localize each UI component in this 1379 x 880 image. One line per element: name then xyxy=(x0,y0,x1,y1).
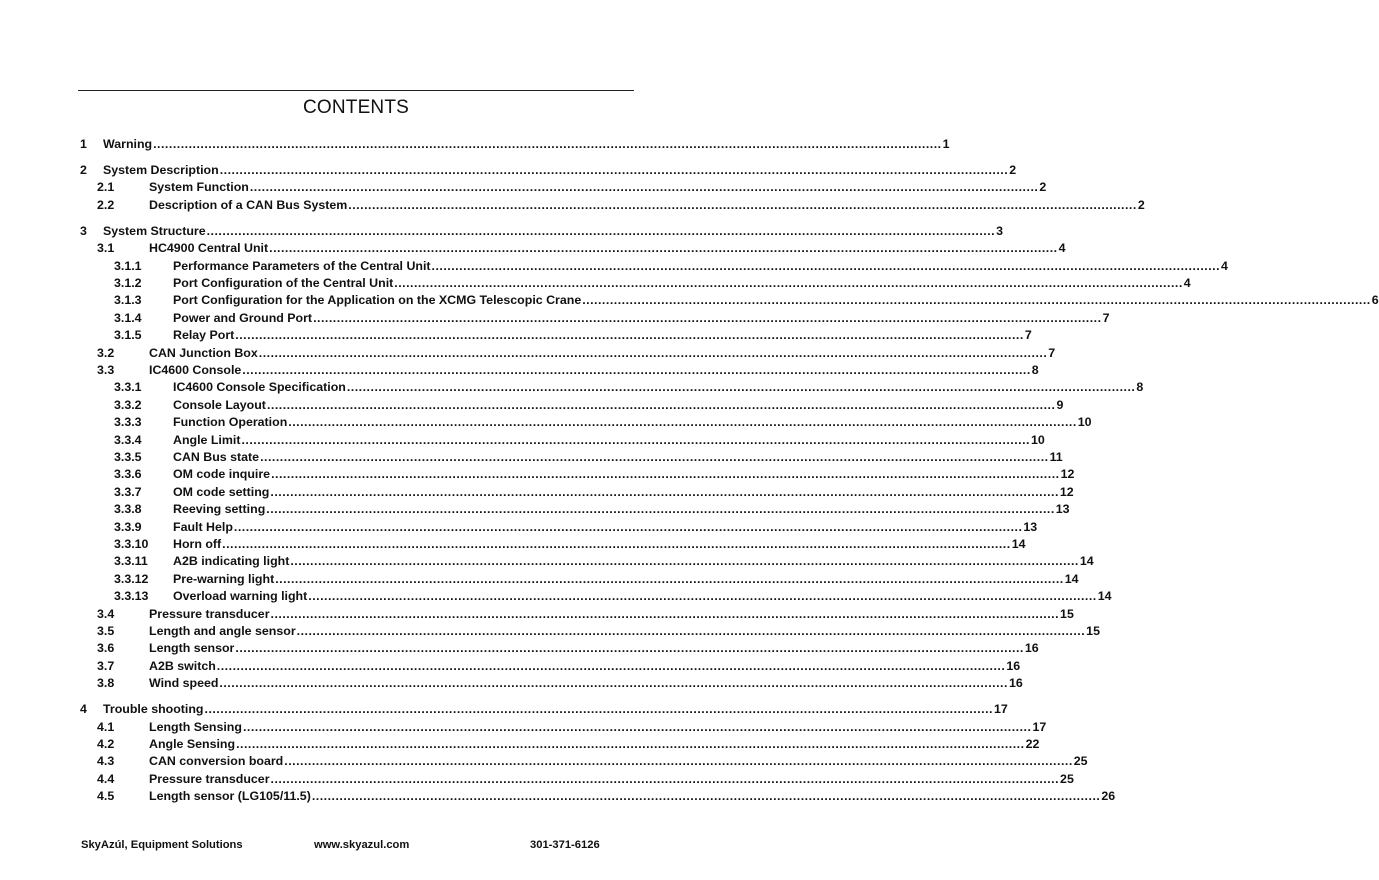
toc-entry-page: 8 xyxy=(1031,363,1039,377)
toc-entry-page: 15 xyxy=(1086,624,1100,638)
toc-entry[interactable] xyxy=(97,753,1088,770)
toc-entry-title: Relay Port xyxy=(173,328,235,342)
toc-entry[interactable] xyxy=(97,675,1023,692)
toc-entry-page: 4 xyxy=(1221,259,1228,273)
toc-entry-title: Fault Help xyxy=(173,520,233,534)
toc-entry-number: 3.8 xyxy=(97,676,115,690)
toc-entry-title: Trouble shooting xyxy=(103,702,204,716)
toc-entry[interactable] xyxy=(114,553,1094,570)
toc-leader-dots: ........................................................................................................................................................................................................ xyxy=(242,720,1032,734)
toc-entry-title: CAN Junction Box xyxy=(149,346,258,360)
toc-leader-dots: ........................................................................................................................................................................................................ xyxy=(275,572,1064,586)
toc-leader-dots: ........................................................................................................................................................................................................ xyxy=(431,259,1221,273)
toc-entry-page: 6 xyxy=(1371,293,1379,307)
toc-entry-page: 25 xyxy=(1060,772,1074,786)
toc-leader-dots: ........................................................................................................................................................................................................ xyxy=(308,589,1097,603)
toc-leader-dots: ........................................................................................................................................................................................................ xyxy=(216,659,1006,673)
toc-entry-number: 3.1.5 xyxy=(114,328,142,342)
toc-entry[interactable] xyxy=(114,310,1110,327)
toc-entry-title: System Function xyxy=(149,180,249,194)
toc-entry-page: 14 xyxy=(1097,589,1112,603)
toc-entry-number: 3.3.1 xyxy=(114,380,142,394)
toc-entry-title: IC4600 Console xyxy=(149,363,242,377)
toc-leader-dots: ........................................................................................................................................................................................................ xyxy=(222,537,1011,551)
toc-leader-dots: ........................................................................................................................................................................................................ xyxy=(266,398,1056,412)
toc-entry-page: 12 xyxy=(1060,467,1075,481)
toc-entry-number: 3.1.4 xyxy=(114,311,142,325)
toc-entry-number: 4.1 xyxy=(97,720,115,734)
toc-leader-dots: ........................................................................................................................................................................................................ xyxy=(284,754,1073,768)
toc-entry[interactable] xyxy=(114,519,1038,536)
toc-entry[interactable] xyxy=(114,588,1112,605)
toc-entry-title: Length and angle sensor xyxy=(149,624,296,638)
toc-entry[interactable] xyxy=(114,536,1026,553)
toc-entry[interactable] xyxy=(97,736,1040,753)
toc-entry[interactable] xyxy=(80,223,1004,240)
toc-leader-dots: ........................................................................................................................................................................................................ xyxy=(233,520,1023,534)
toc-entry-number: 3.3.8 xyxy=(114,502,142,516)
toc-entry-title: Power and Ground Port xyxy=(173,311,313,325)
toc-entry[interactable] xyxy=(97,640,1039,657)
toc-entry[interactable] xyxy=(114,258,1228,275)
toc-entry-title: Length sensor xyxy=(149,641,235,655)
toc-entry-title: OM code inquire xyxy=(173,467,271,481)
toc-entry-title: HC4900 Central Unit xyxy=(149,241,269,255)
toc-entry[interactable] xyxy=(114,397,1064,414)
toc-leader-dots: ........................................................................................................................................................................................................ xyxy=(269,241,1058,255)
toc-entry-page: 12 xyxy=(1059,485,1074,499)
toc-entry-title: Function Operation xyxy=(173,415,288,429)
toc-entry-page: 16 xyxy=(1024,641,1039,655)
toc-entry[interactable] xyxy=(97,771,1074,788)
toc-entry-number: 3.4 xyxy=(97,607,115,621)
toc-leader-dots: ........................................................................................................................................................................................................ xyxy=(235,328,1024,342)
toc-leader-dots: ........................................................................................................................................................................................................ xyxy=(219,163,1009,177)
toc-entry-number: 3.3.4 xyxy=(114,433,142,447)
toc-entry-title: Wind speed xyxy=(149,676,219,690)
toc-entry-number: 3.7 xyxy=(97,659,115,673)
toc-entry-title: Reeving setting xyxy=(173,502,266,516)
toc-entry[interactable] xyxy=(114,379,1144,396)
toc-entry-number: 3.3.2 xyxy=(114,398,142,412)
toc-entry-title: Port Configuration of the Central Unit xyxy=(173,276,394,290)
toc-entry[interactable] xyxy=(97,197,1145,214)
toc-entry-number: 3.3.6 xyxy=(114,467,142,481)
page-title: CONTENTS xyxy=(302,97,410,118)
toc-entry-title: Angle Sensing xyxy=(149,737,236,751)
toc-entry-title: Console Layout xyxy=(173,398,266,412)
toc-entry-number: 3.1 xyxy=(97,241,115,255)
toc-entry-title: A2B indicating light xyxy=(173,554,290,568)
toc-entry[interactable] xyxy=(114,501,1070,518)
toc-entry[interactable] xyxy=(97,658,1021,675)
toc-entry-page: 4 xyxy=(1183,276,1191,290)
toc-leader-dots: ........................................................................................................................................................................................................ xyxy=(313,311,1102,325)
toc-entry[interactable] xyxy=(97,623,1100,640)
toc-entry-page: 13 xyxy=(1023,520,1038,534)
toc-entry[interactable] xyxy=(114,292,1379,309)
toc-entry[interactable] xyxy=(114,275,1191,292)
toc-entry-title: Length Sensing xyxy=(149,720,242,734)
toc-leader-dots: ........................................................................................................................................................................................................ xyxy=(270,485,1059,499)
toc-leader-dots: ........................................................................................................................................................................................................ xyxy=(311,789,1101,803)
toc-entry-title: Performance Parameters of the Central Unit xyxy=(173,259,431,273)
toc-entry-number: 2 xyxy=(80,163,87,177)
toc-leader-dots: ........................................................................................................................................................................................................ xyxy=(346,380,1136,394)
toc-entry-title: IC4600 Console Specification xyxy=(173,380,346,394)
toc-entry[interactable] xyxy=(114,484,1074,501)
toc-leader-dots: ........................................................................................................................................................................................................ xyxy=(271,467,1060,481)
toc-entry-page: 10 xyxy=(1030,433,1045,447)
toc-leader-dots: ........................................................................................................................................................................................................ xyxy=(236,737,1025,751)
toc-leader-dots: ........................................................................................................................................................................................................ xyxy=(242,363,1031,377)
toc-entry-number: 3.6 xyxy=(97,641,115,655)
toc-entry[interactable] xyxy=(80,162,1017,179)
toc-entry-number: 3 xyxy=(80,224,87,238)
toc-entry[interactable] xyxy=(114,327,1032,344)
toc-entry[interactable] xyxy=(97,345,1056,362)
toc-entry-page: 16 xyxy=(1008,676,1023,690)
toc-entry-page: 14 xyxy=(1064,572,1079,586)
toc-entry-title: Horn off xyxy=(173,537,222,551)
toc-leader-dots: ........................................................................................................................................................................................................ xyxy=(204,702,994,716)
toc-entry-page: 17 xyxy=(994,702,1008,716)
toc-entry-number: 3.1.3 xyxy=(114,293,142,307)
toc-leader-dots: ........................................................................................................................................................................................................ xyxy=(270,772,1060,786)
toc-entry[interactable] xyxy=(97,240,1066,257)
toc-entry-number: 4.2 xyxy=(97,737,115,751)
toc-entry-number: 4.4 xyxy=(97,772,115,786)
toc-leader-dots: ........................................................................................................................................................................................................ xyxy=(249,180,1039,194)
toc-entry-page: 14 xyxy=(1011,537,1026,551)
toc-entry-page: 3 xyxy=(996,224,1004,238)
toc-leader-dots: ........................................................................................................................................................................................................ xyxy=(219,676,1008,690)
toc-leader-dots: ........................................................................................................................................................................................................ xyxy=(582,293,1371,307)
toc-entry-page: 11 xyxy=(1049,450,1063,464)
footer-website[interactable]: www.skyazul.com xyxy=(314,839,410,851)
toc-leader-dots: ........................................................................................................................................................................................................ xyxy=(288,415,1077,429)
toc-entry-page: 7 xyxy=(1048,346,1056,360)
toc-entry-title: System Structure xyxy=(103,224,206,238)
toc-entry[interactable] xyxy=(97,179,1047,196)
toc-entry-title: Angle Limit xyxy=(173,433,241,447)
toc-entry-page: 2 xyxy=(1009,163,1017,177)
toc-entry-number: 3.3.5 xyxy=(114,450,142,464)
toc-entry-page: 7 xyxy=(1024,328,1032,342)
toc-leader-dots: ........................................................................................................................................................................................................ xyxy=(394,276,1183,290)
toc-entry-page: 9 xyxy=(1056,398,1064,412)
toc-entry-page: 13 xyxy=(1055,502,1070,516)
toc-entry[interactable] xyxy=(114,432,1045,449)
toc-entry[interactable] xyxy=(114,414,1092,431)
toc-entry-page: 15 xyxy=(1060,607,1074,621)
toc-entry-title: CAN conversion board xyxy=(149,754,284,768)
toc-entry-page: 2 xyxy=(1137,198,1145,212)
toc-entry-number: 1 xyxy=(80,137,87,151)
toc-entry-page: 10 xyxy=(1077,415,1092,429)
toc-entry-number: 2.1 xyxy=(97,180,115,194)
toc-entry-page: 7 xyxy=(1102,311,1110,325)
toc-entry-number: 3.2 xyxy=(97,346,115,360)
toc-entry-number: 4 xyxy=(80,702,87,716)
toc-entry[interactable] xyxy=(97,719,1047,736)
toc-entry[interactable] xyxy=(114,571,1079,588)
toc-entry-number: 3.3.3 xyxy=(114,415,142,429)
toc-entry[interactable] xyxy=(114,449,1063,466)
toc-entry-page: 2 xyxy=(1039,180,1047,194)
toc-entry[interactable] xyxy=(80,136,950,153)
toc-entry-title: CAN Bus state xyxy=(173,450,260,464)
toc-leader-dots: ........................................................................................................................................................................................................ xyxy=(153,137,942,151)
toc-entry-title: Overload warning light xyxy=(173,589,308,603)
toc-entry-page: 1 xyxy=(942,137,950,151)
toc-entry-title: Length sensor (LG105/11.5) xyxy=(149,789,311,803)
toc-entry-number: 4.5 xyxy=(97,789,115,803)
toc-entry-title: Description of a CAN Bus System xyxy=(149,198,348,212)
toc-entry-title: System Description xyxy=(103,163,219,177)
toc-entry-number: 3.3.7 xyxy=(114,485,142,499)
toc-leader-dots: ........................................................................................................................................................................................................ xyxy=(206,224,996,238)
toc-leader-dots: ........................................................................................................................................................................................................ xyxy=(270,607,1060,621)
toc-entry-number: 3.5 xyxy=(97,624,115,638)
toc-entry-title: Warning xyxy=(103,137,153,151)
toc-leader-dots: ........................................................................................................................................................................................................ xyxy=(266,502,1055,516)
toc-entry-title: Pressure transducer xyxy=(149,607,270,621)
footer-company: SkyAzúl, Equipment Solutions xyxy=(81,839,243,851)
toc-entry-title: Pre-warning light xyxy=(173,572,275,586)
toc-entry-page: 16 xyxy=(1006,659,1021,673)
toc-entry[interactable] xyxy=(114,466,1075,483)
toc-entry-page: 8 xyxy=(1136,380,1144,394)
toc-entry-title: Port Configuration for the Application on the XCMG Telescopic Crane xyxy=(173,293,582,307)
toc-entry[interactable] xyxy=(97,362,1039,379)
footer-phone: 301-371-6126 xyxy=(530,839,600,851)
toc-entry[interactable] xyxy=(97,606,1074,623)
toc-entry-page: 14 xyxy=(1079,554,1094,568)
toc-entry-number: 3.3.9 xyxy=(114,520,142,534)
toc-entry-page: 25 xyxy=(1073,754,1088,768)
toc-entry-page: 17 xyxy=(1032,720,1047,734)
toc-entry-title: A2B switch xyxy=(149,659,216,673)
toc-entry-page: 26 xyxy=(1101,789,1116,803)
toc-leader-dots: ........................................................................................................................................................................................................ xyxy=(260,450,1049,464)
toc-entry-number: 3.3.12 xyxy=(114,572,149,586)
toc-entry-number: 3.3.13 xyxy=(114,589,149,603)
toc-entry-number: 2.2 xyxy=(97,198,115,212)
toc-leader-dots: ........................................................................................................................................................................................................ xyxy=(296,624,1086,638)
toc-entry[interactable] xyxy=(80,701,1008,718)
toc-entry-page: 4 xyxy=(1058,241,1066,255)
toc-leader-dots: ........................................................................................................................................................................................................ xyxy=(258,346,1048,360)
toc-entry-number: 4.3 xyxy=(97,754,115,768)
toc-entry-title: OM code setting xyxy=(173,485,270,499)
toc-entry-number: 3.1.1 xyxy=(114,259,142,273)
toc-entry-title: Pressure transducer xyxy=(149,772,270,786)
toc-leader-dots: ........................................................................................................................................................................................................ xyxy=(241,433,1030,447)
toc-entry-number: 3.1.2 xyxy=(114,276,142,290)
toc-entry-number: 3.3 xyxy=(97,363,115,377)
toc-entry-number: 3.3.10 xyxy=(114,537,149,551)
toc-entry-number: 3.3.11 xyxy=(114,554,148,568)
toc-leader-dots: ........................................................................................................................................................................................................ xyxy=(235,641,1024,655)
toc-entry[interactable] xyxy=(97,788,1116,805)
toc-leader-dots: ........................................................................................................................................................................................................ xyxy=(348,198,1137,212)
toc-entry-page: 22 xyxy=(1025,737,1040,751)
toc-leader-dots: ........................................................................................................................................................................................................ xyxy=(290,554,1079,568)
